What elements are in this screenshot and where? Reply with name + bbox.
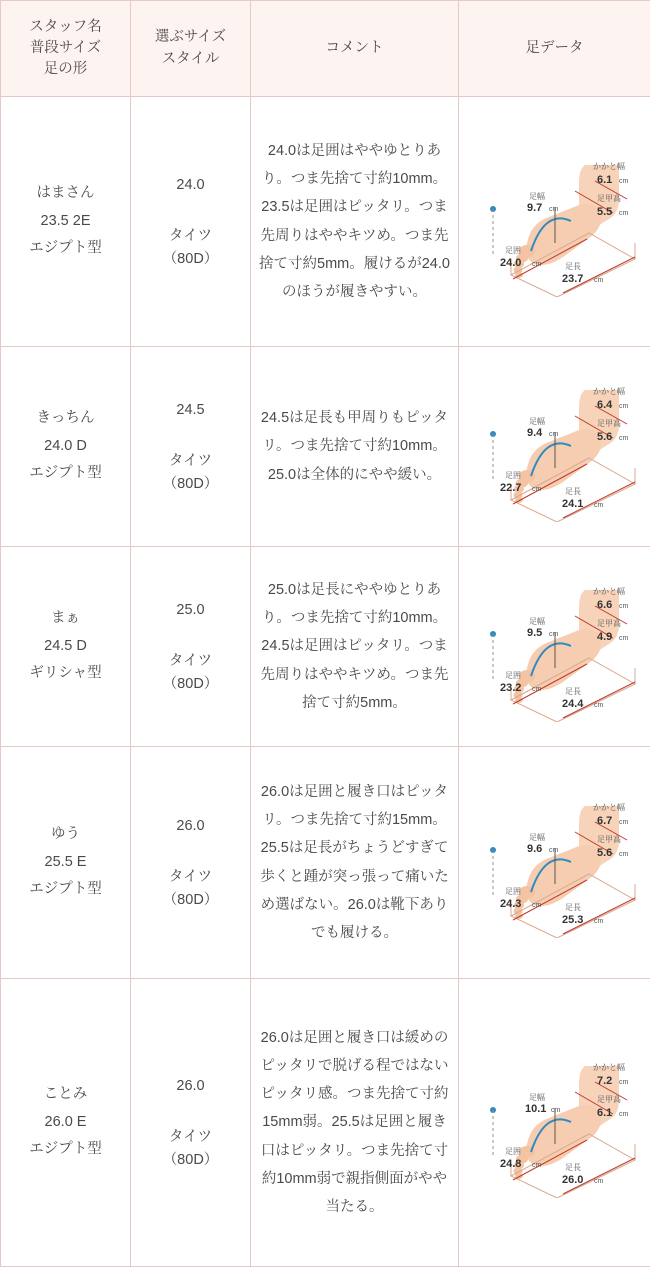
heel-width-unit: cm: [619, 403, 629, 410]
heel-width-value: 6.6: [597, 599, 612, 611]
heel-width-label: かかと幅: [593, 386, 625, 396]
foot-width-value: 10.1: [525, 1103, 546, 1115]
header-line: スタッフ名: [29, 19, 102, 35]
foot-length-label: 足長: [565, 903, 581, 912]
chosen-size-cell: [131, 747, 251, 979]
style-line: （80D）: [139, 889, 242, 912]
table-row: [1, 97, 650, 347]
chosen-size-cell: [131, 97, 251, 347]
instep-height-unit: cm: [619, 851, 629, 858]
foot-length-value: 26.0: [562, 1174, 583, 1186]
foot-illustration: [467, 572, 649, 722]
table-row: [1, 347, 650, 547]
chosen-size-cell: [131, 547, 251, 747]
usual-size: 24.5 D: [44, 638, 87, 654]
chosen-size: 25.0: [139, 597, 242, 625]
style-line: （80D）: [139, 473, 242, 496]
instep-height-label: 足甲高: [597, 1094, 621, 1104]
comment-cell: 25.0は足長にややゆとりあり。つま先捨て寸約10mm。24.5は足囲はピッタリ。つま先周りはややキツめ。つま先捨て寸約5mm。: [251, 547, 459, 747]
chosen-size: 26.0: [139, 1073, 242, 1101]
heel-width-label: かかと幅: [593, 586, 625, 596]
staff-name: きっちん: [37, 410, 95, 426]
comment-cell: 26.0は足囲と履き口は緩めのピッタリで脱げる程ではないピッタリ感。つま先捨て寸約15mm弱。25.5は足囲と履き口はピッタリ。つま先捨て寸約10mm弱で親指側面がやや当たる。: [251, 979, 459, 1267]
foot-data-cell: [459, 547, 650, 747]
style-line: タイツ: [139, 866, 242, 889]
foot-girth-unit: cm: [532, 902, 542, 909]
heel-width-value: 6.1: [597, 174, 612, 186]
instep-height-unit: cm: [619, 635, 629, 642]
foot-girth-label: 足囲: [505, 1147, 521, 1156]
foot-diagram: [467, 1048, 649, 1198]
usual-size: 25.5 E: [45, 854, 87, 870]
chosen-size: 26.0: [139, 813, 242, 841]
chosen-size-cell: [131, 979, 251, 1267]
comment-cell: 24.5は足長も甲周りもピッタリ。つま先捨て寸約10mm。25.0は全体的にやや緩い。: [251, 347, 459, 547]
usual-size: 23.5 2E: [41, 213, 91, 229]
column-header-staff-name: [1, 1, 131, 97]
foot-illustration: [467, 788, 649, 938]
style-line: （80D）: [139, 673, 242, 696]
foot-data-cell: [459, 97, 650, 347]
table-row: [1, 547, 650, 747]
foot-girth-value: 24.0: [500, 257, 521, 269]
foot-length-unit: cm: [594, 502, 604, 509]
heel-width-unit: cm: [619, 603, 629, 610]
heel-width-label: かかと幅: [593, 802, 625, 812]
staff-name-cell: [1, 347, 131, 547]
heel-width-label: かかと幅: [593, 1062, 625, 1072]
foot-girth-unit: cm: [532, 261, 542, 268]
foot-shape: エジプト型: [29, 881, 102, 897]
heel-width-value: 6.4: [597, 399, 613, 411]
staff-name-cell: [1, 979, 131, 1267]
style-line: タイツ: [139, 1126, 242, 1149]
foot-girth-unit: cm: [532, 486, 542, 493]
foot-girth-value: 24.3: [500, 898, 521, 910]
column-header-comment: [251, 1, 459, 97]
header-line: コメント: [326, 40, 384, 56]
foot-width-label: 足幅: [529, 191, 545, 201]
foot-length-value: 24.4: [562, 698, 584, 710]
foot-data-cell: [459, 747, 650, 979]
heel-width-unit: cm: [619, 178, 629, 185]
foot-illustration: [467, 147, 649, 297]
heel-width-unit: cm: [619, 819, 629, 826]
foot-width-unit: cm: [551, 1107, 561, 1114]
style-line: （80D）: [139, 248, 242, 271]
table-header-row: [1, 1, 650, 97]
foot-girth-value: 22.7: [500, 482, 521, 494]
foot-length-unit: cm: [594, 918, 604, 925]
instep-height-unit: cm: [619, 210, 629, 217]
instep-height-value: 5.6: [597, 431, 612, 443]
header-line: 選ぶサイズ: [155, 29, 226, 45]
staff-name-cell: [1, 547, 131, 747]
foot-width-unit: cm: [549, 847, 559, 854]
staff-name-cell: [1, 97, 131, 347]
foot-width-value: 9.4: [527, 427, 543, 439]
comment-cell: 24.0は足囲はややゆとりあり。つま先捨て寸約10mm。23.5は足囲はピッタリ。つま先周りはややキツめ。つま先捨て寸約5mm。履けるが24.0のほうが履きやすい。: [251, 97, 459, 347]
usual-size: 26.0 E: [45, 1114, 87, 1130]
table-body: [1, 97, 650, 1267]
foot-width-label: 足幅: [529, 832, 545, 842]
foot-shape: ギリシャ型: [29, 665, 101, 681]
foot-girth-unit: cm: [532, 1162, 542, 1169]
instep-height-label: 足甲高: [597, 418, 621, 428]
comment-cell: 26.0は足囲と履き口はピッタリ。つま先捨て寸約15mm。25.5は足長がちょうどすぎて歩くと踵が突っ張って痛いため選ばない。26.0は靴下ありでも履ける。: [251, 747, 459, 979]
instep-height-label: 足甲高: [597, 618, 621, 628]
heel-width-value: 7.2: [597, 1075, 612, 1087]
chosen-size-cell: [131, 347, 251, 547]
instep-height-unit: cm: [619, 1111, 629, 1118]
style-line: タイツ: [139, 650, 242, 673]
foot-girth-unit: cm: [532, 686, 542, 693]
foot-length-value: 25.3: [562, 914, 583, 926]
foot-illustration: [467, 372, 649, 522]
table-row: [1, 747, 650, 979]
header-line: 足データ: [526, 40, 584, 56]
heel-width-value: 6.7: [597, 815, 612, 827]
foot-girth-label: 足囲: [505, 246, 521, 255]
foot-width-label: 足幅: [529, 616, 545, 626]
foot-length-unit: cm: [594, 1178, 604, 1185]
foot-data-cell: [459, 979, 650, 1267]
foot-length-label: 足長: [565, 487, 581, 496]
foot-length-unit: cm: [594, 277, 604, 284]
instep-height-label: 足甲高: [597, 193, 621, 203]
foot-length-value: 23.7: [562, 273, 583, 285]
header-line: 足の形: [44, 61, 88, 77]
foot-width-label: 足幅: [529, 1092, 545, 1102]
staff-name: まぁ: [51, 610, 80, 626]
usual-size: 24.0 D: [44, 438, 87, 454]
foot-length-unit: cm: [594, 702, 604, 709]
staff-name: はまさん: [37, 185, 95, 201]
foot-width-value: 9.5: [527, 627, 542, 639]
foot-diagram: [467, 788, 649, 938]
column-header-foot-data: [459, 1, 650, 97]
staff-name: ことみ: [44, 1086, 88, 1102]
foot-girth-value: 23.2: [500, 682, 521, 694]
foot-width-label: 足幅: [529, 416, 545, 426]
instep-height-value: 5.5: [597, 206, 612, 218]
foot-shape: エジプト型: [29, 465, 102, 481]
staff-name-cell: [1, 747, 131, 979]
chosen-size: 24.0: [139, 172, 242, 200]
foot-width-value: 9.7: [527, 202, 542, 214]
foot-diagram: [467, 147, 649, 297]
foot-diagram: [467, 372, 649, 522]
instep-height-unit: cm: [619, 435, 629, 442]
style-line: タイツ: [139, 450, 242, 473]
foot-length-label: 足長: [565, 1163, 581, 1172]
foot-width-unit: cm: [549, 631, 559, 638]
heel-width-label: かかと幅: [593, 161, 625, 171]
foot-data-cell: [459, 347, 650, 547]
column-header-chosen-size: [131, 1, 251, 97]
foot-shape: エジプト型: [29, 240, 102, 256]
foot-length-label: 足長: [565, 262, 581, 271]
foot-length-label: 足長: [565, 687, 581, 696]
foot-girth-label: 足囲: [505, 471, 521, 480]
table-row: [1, 979, 650, 1267]
style-line: タイツ: [139, 225, 242, 248]
foot-girth-value: 24.8: [500, 1158, 521, 1170]
heel-width-unit: cm: [619, 1079, 629, 1086]
foot-shape: エジプト型: [29, 1141, 102, 1157]
style-line: （80D）: [139, 1149, 242, 1172]
instep-height-label: 足甲高: [597, 834, 621, 844]
foot-width-value: 9.6: [527, 843, 542, 855]
header-line: スタイル: [162, 51, 220, 67]
instep-height-value: 5.6: [597, 847, 612, 859]
foot-length-value: 24.1: [562, 498, 583, 510]
foot-width-unit: cm: [549, 206, 559, 213]
table-header: [1, 1, 650, 97]
foot-girth-label: 足囲: [505, 671, 521, 680]
foot-girth-label: 足囲: [505, 887, 521, 896]
instep-height-value: 4.9: [597, 631, 612, 643]
foot-width-unit: cm: [549, 431, 559, 438]
header-line: 普段サイズ: [30, 40, 101, 56]
instep-height-value: 6.1: [597, 1107, 612, 1119]
chosen-size: 24.5: [139, 397, 242, 425]
foot-illustration: [467, 1048, 649, 1198]
staff-name: ゆう: [51, 826, 80, 842]
foot-diagram: [467, 572, 649, 722]
